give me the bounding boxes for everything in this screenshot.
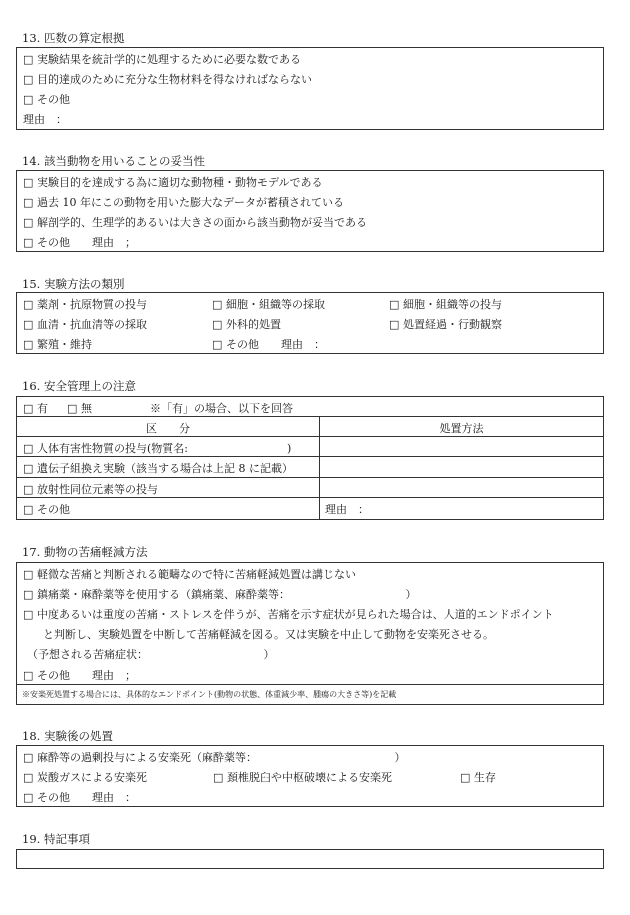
column-header-category: 区 分 (146, 422, 190, 435)
section-16-title: 16. 安全管理上の注意 (22, 379, 136, 393)
expected-symptoms-field[interactable]: （予想される苦痛症状： ） (27, 648, 275, 661)
section-19-title: 19. 特記事項 (22, 832, 90, 846)
section-14-title: 14. 該当動物を用いることの妥当性 (22, 154, 205, 168)
continuation-text: と判断し、実験処置を中断して苦痛軽減を図る。又は実験を中止して動物を安楽死させる。 (43, 628, 494, 641)
section-15-box (16, 292, 604, 354)
section-14-box (16, 170, 604, 252)
table-row[interactable]: □ 放射性同位元素等の投与 (23, 483, 158, 496)
checkbox-item[interactable]: □ 実験結果を統計学的に処理するために必要な数である (23, 53, 301, 66)
table-row[interactable]: □ 人体有害性物質の投与(物質名: ) (23, 442, 292, 455)
checkbox-item[interactable]: □ 過去 10 年にこの動物を用いた膨大なデータが蓄積されている (23, 196, 344, 209)
checkbox-item[interactable]: □ 頚椎脱臼や中枢破壊による安楽死 (213, 771, 392, 784)
checkbox-item[interactable]: □ 軽微な苦痛と判断される範疇なので特に苦痛軽減処置は講じない (23, 568, 356, 581)
checkbox-item[interactable]: □ 細胞・組織等の投与 (389, 298, 502, 311)
section-13-title: 13. 匹数の算定根拠 (22, 31, 125, 45)
checkbox-item[interactable]: □ 処置経過・行動観察 (389, 318, 502, 331)
checkbox-item[interactable]: □ 解剖学的、生理学的あるいは大きさの面から該当動物が妥当である (23, 216, 367, 229)
checkbox-item[interactable]: □ 血清・抗血清等の採取 (23, 318, 147, 331)
checkbox-item[interactable]: □ その他 理由 ： (23, 791, 136, 804)
yes-checkbox[interactable]: □ 有 (23, 402, 48, 415)
checkbox-item[interactable]: □ その他 理由 ： (212, 338, 325, 351)
table-row[interactable]: □ 遺伝子組換え実験（該当する場合は上記 8 に記載） (23, 462, 293, 475)
checkbox-item[interactable]: □ その他 理由 ； (23, 669, 136, 682)
note-text: ※「有」の場合、以下を回答 (150, 402, 293, 415)
reason-field[interactable]: 理由 ： (23, 113, 67, 126)
section-18-title: 18. 実験後の処置 (22, 729, 113, 743)
section-15-title: 15. 実験方法の類別 (22, 277, 125, 291)
no-checkbox[interactable]: □ 無 (67, 402, 92, 415)
special-notes-field[interactable] (16, 849, 604, 869)
checkbox-item[interactable]: □ 麻酔等の過剰投与による安楽死（麻酔薬等： ） (23, 751, 406, 764)
section-17-box (16, 562, 604, 705)
checkbox-item[interactable]: □ 鎮痛薬・麻酔薬等を使用する（鎮痛薬、麻酔薬等： ） (23, 588, 417, 601)
checkbox-item[interactable]: □ 中度あるいは重度の苦痛・ストレスを伴うが、苦痛を示す症状が見られた場合は、人道的エンドポイント (23, 608, 554, 621)
section-16-table (16, 396, 604, 520)
checkbox-item[interactable]: □ 薬剤・抗原物質の投与 (23, 298, 147, 311)
checkbox-item[interactable]: □ 目的達成のために充分な生物材料を得なければならない (23, 73, 312, 86)
table-row[interactable]: □ その他 (23, 503, 70, 516)
section-18-box (16, 745, 604, 807)
reason-field[interactable]: 理由 ： (325, 503, 369, 516)
section-13-box (16, 47, 604, 130)
checkbox-item[interactable]: □ その他 理由 ； (23, 236, 136, 249)
checkbox-item[interactable]: □ 炭酸ガスによる安楽死 (23, 771, 147, 784)
checkbox-item[interactable]: □ 細胞・組織等の採取 (212, 298, 325, 311)
section-17-title: 17. 動物の苦痛軽減方法 (22, 545, 148, 559)
checkbox-item[interactable]: □ 繁殖・維持 (23, 338, 92, 351)
checkbox-item[interactable]: □ その他 (23, 93, 70, 106)
checkbox-item[interactable]: □ 実験目的を達成する為に適切な動物種・動物モデルである (23, 176, 323, 189)
column-header-method: 処置方法 (439, 422, 484, 435)
checkbox-item[interactable]: □ 生存 (460, 771, 496, 784)
endpoint-note: ※安楽死処置する場合には、具体的なエンドポイント(動物の状態、体重減少率、腫瘍の大きさ等)を記載 (22, 690, 397, 699)
checkbox-item[interactable]: □ 外科的処置 (212, 318, 281, 331)
